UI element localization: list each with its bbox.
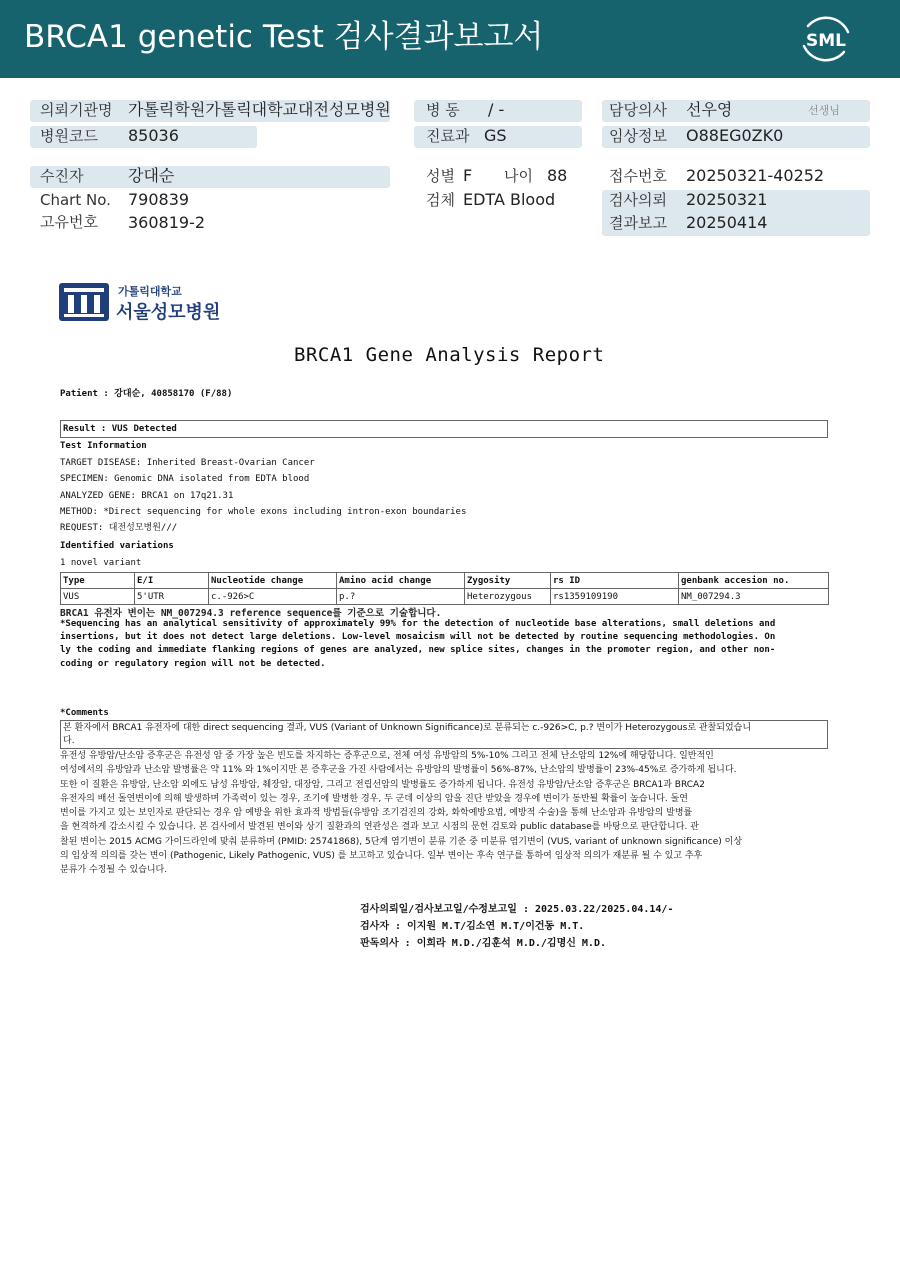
unique-value: 360819-2	[128, 213, 206, 232]
signature-block	[360, 901, 673, 952]
table-cell: VUS	[61, 589, 135, 605]
result-box	[60, 420, 828, 438]
specimen-line: SPECIMEN: Genomic DNA isolated from EDTA blood	[60, 474, 310, 484]
comment-line: 을 현격하게 감소시킬 수 있습니다. 본 검사에서 발견된 변이와 상기 질환과의 연관성은 결과 보고 시점의 문헌 검토와 public database를 바탕으로 판단합니다. 관	[60, 822, 699, 833]
table-cell: Heterozygous	[465, 589, 551, 605]
report-patient-line: Patient : 강대순, 40858170 (F/88)	[60, 389, 233, 399]
sml-logo-text: SML	[806, 31, 846, 51]
sex-value: F	[463, 166, 473, 185]
patient-value: 강대순	[128, 166, 175, 185]
comment-box-line: 다.	[63, 736, 75, 746]
novel-variant: 1 novel variant	[60, 558, 142, 568]
comment-box	[60, 720, 828, 749]
clinical-info-label: 임상정보	[609, 127, 667, 145]
table-header-cell: E/I	[135, 573, 209, 589]
sequencing-note-line: insertions, but it does not detect large deletions. Low-level mosaicism will not be detected by routine sequencing methodologies. On	[60, 632, 776, 643]
sex-label: 성별	[426, 167, 455, 185]
ward-value: / -	[488, 100, 505, 119]
comment-line: 찰된 변이는 2015 ACMG 가이드라인에 맞춰 분류하며 (PMID: 25741868), 5단계 염기변이 분류 기준 중 미분류 염기변이 (VUS, variant of unknown significance) 이상	[60, 836, 743, 847]
hospital-logo-line2: 서울성모병원	[116, 302, 221, 323]
test-info-heading: Test Information	[60, 441, 147, 451]
chart-value: 790839	[128, 190, 190, 209]
signature-testers: 검사자 : 이지원 M.T/김소연 M.T/이건동 M.T.	[360, 921, 585, 932]
comment-line: 유전성 유방암/난소암 증후군은 유전성 암 중 가장 높은 빈도를 차지하는 증후군으로, 전체 여성 유방암의 5%-10% 그리고 전체 난소암의 12%에 해당합니다. 일반적인	[60, 751, 714, 761]
chart-label: Chart No.	[40, 191, 111, 209]
sequencing-note	[60, 618, 775, 671]
request-value: 20250321	[686, 190, 768, 209]
sequencing-note-line: ly the coding and immediate flanking regions of genes are analyzed, new splice sites, changes in the promoter region, and other non-	[60, 645, 776, 656]
table-cell: rs1359109190	[551, 589, 679, 605]
request-label: 검사의뢰	[609, 191, 667, 209]
reference-note: BRCA1 유전자 변이는 NM_007294.3 reference sequence를 기준으로 기술합니다.	[60, 608, 442, 619]
hospital-code-value: 85036	[128, 126, 179, 145]
ward-label: 병 동	[426, 101, 460, 119]
table-header-cell: Nucleotide change	[209, 573, 337, 589]
unique-label: 고유번호	[40, 213, 98, 231]
result-value: 20250414	[686, 213, 768, 232]
request-line: REQUEST: 대전성모병원///	[60, 523, 178, 533]
receipt-value: 20250321-40252	[686, 166, 825, 185]
comment-paragraph	[60, 749, 830, 878]
signature-dates: 검사의뢰일/검사보고일/수정보고일 : 2025.03.22/2025.04.14/-	[360, 904, 674, 915]
target-disease: TARGET DISEASE: Inherited Breast-Ovarian Cancer	[60, 458, 315, 468]
comment-box-line: 본 환자에서 BRCA1 유전자에 대한 direct sequencing 결과, VUS (Variant of Unknown Significance)로 분류되는 c.-926>C, p.? 변이가 Heterozygous로 관찰되었습니	[63, 723, 752, 733]
patient-bar	[30, 166, 390, 188]
table-cell: c.-926>C	[209, 589, 337, 605]
doctor-suffix: 선생님	[808, 104, 840, 117]
patient-label: 수진자	[40, 167, 84, 185]
result-line: Result : VUS Detected	[63, 424, 177, 434]
page-title: BRCA1 genetic Test 검사결과보고서	[24, 19, 544, 55]
department-label: 진료과	[426, 127, 470, 145]
doctor-value: 선우영	[686, 100, 733, 119]
hospital-logo-line1: 가톨릭대학교	[118, 285, 182, 298]
sequencing-note-line: coding or regulatory region will not be detected.	[60, 658, 326, 669]
report-title: BRCA1 Gene Analysis Report	[294, 344, 605, 366]
sequencing-note-line: *Sequencing has an analytical sensitivity of approximately 99% for the detection of nucleotide base alterations, small deletions and	[60, 619, 776, 629]
table-header-row	[61, 573, 829, 589]
clinical-info-value: O88EG0ZK0	[686, 126, 784, 145]
table-cell: 5'UTR	[135, 589, 209, 605]
table-header-cell: rs ID	[551, 573, 679, 589]
table-cell: p.?	[337, 589, 465, 605]
table-header-cell: genbank accesion no.	[679, 573, 829, 589]
comment-line: 의 임상적 의의를 갖는 변이 (Pathogenic, Likely Pathogenic, VUS) 를 보고하고 있습니다. 일부 변이는 후속 연구를 통하여 임상적 의의가 재분류 될 수 있고 추후	[60, 851, 703, 862]
age-label: 나이	[504, 167, 533, 185]
specimen-label: 검체	[426, 191, 455, 209]
specimen-value: EDTA Blood	[463, 190, 556, 209]
comment-line: 유전자의 배선 돌연변이에 의해 발생하며 가족력이 있는 경우, 조기에 발병한 경우, 두 군데 이상의 암을 진단 받았을 경우에 변이가 동반될 확률이 높습니다. 돌연	[60, 793, 688, 804]
table-header-cell: Zygosity	[465, 573, 551, 589]
comments-heading: *Comments	[60, 708, 109, 718]
doctor-label: 담당의사	[609, 101, 667, 119]
analyzed-gene: ANALYZED GENE: BRCA1 on 17q21.31	[60, 491, 234, 501]
identified-heading: Identified variations	[60, 541, 174, 551]
result-label: 결과보고	[609, 214, 667, 232]
hospital-emblem-icon	[58, 282, 110, 322]
comment-line: 분류가 수정될 수 있습니다.	[60, 865, 168, 876]
department-value: GS	[484, 126, 507, 145]
table-row	[61, 589, 829, 605]
comment-line: 변이를 가지고 있는 보인자로 판단되는 경우 암 예방을 위한 효과적 방법들(유방암 조기검진의 강화, 화학예방요법, 예방적 수술)을 통해 난소암과 유방암의 발병률	[60, 808, 693, 819]
comment-line: 여성에서의 유방암과 난소암 발병률은 약 11% 와 1%이지만 본 증후군을 가진 사람에서는 유방암의 발병률이 56%-87%, 난소암의 발병률이 23%-45%로 증가하게 됩니다.	[60, 765, 737, 776]
table-cell: NM_007294.3	[679, 589, 829, 605]
sml-logo	[796, 12, 856, 66]
variant-table	[60, 572, 829, 605]
method-line: METHOD: *Direct sequencing for whole exons including intron-exon boundaries	[60, 507, 467, 517]
institution-label: 의뢰기관명	[40, 101, 113, 119]
institution-value: 가톨릭학원가톨릭대학교대전성모병원	[128, 100, 391, 119]
comment-line: 또한 이 질환은 유방암, 난소암 외에도 남성 유방암, 췌장암, 대장암, 그리고 전립선암의 발병률도 증가하게 됩니다. 유전성 유방암/난소암 증후군은 BRCA1과 BRCA2	[60, 779, 705, 790]
receipt-label: 접수번호	[609, 167, 667, 185]
table-header-cell: Type	[61, 573, 135, 589]
age-value: 88	[547, 166, 568, 185]
signature-physicians: 판독의사 : 이희라 M.D./김훈석 M.D./김명신 M.D.	[360, 938, 606, 949]
table-header-cell: Amino acid change	[337, 573, 465, 589]
hospital-code-label: 병원코드	[40, 127, 98, 145]
